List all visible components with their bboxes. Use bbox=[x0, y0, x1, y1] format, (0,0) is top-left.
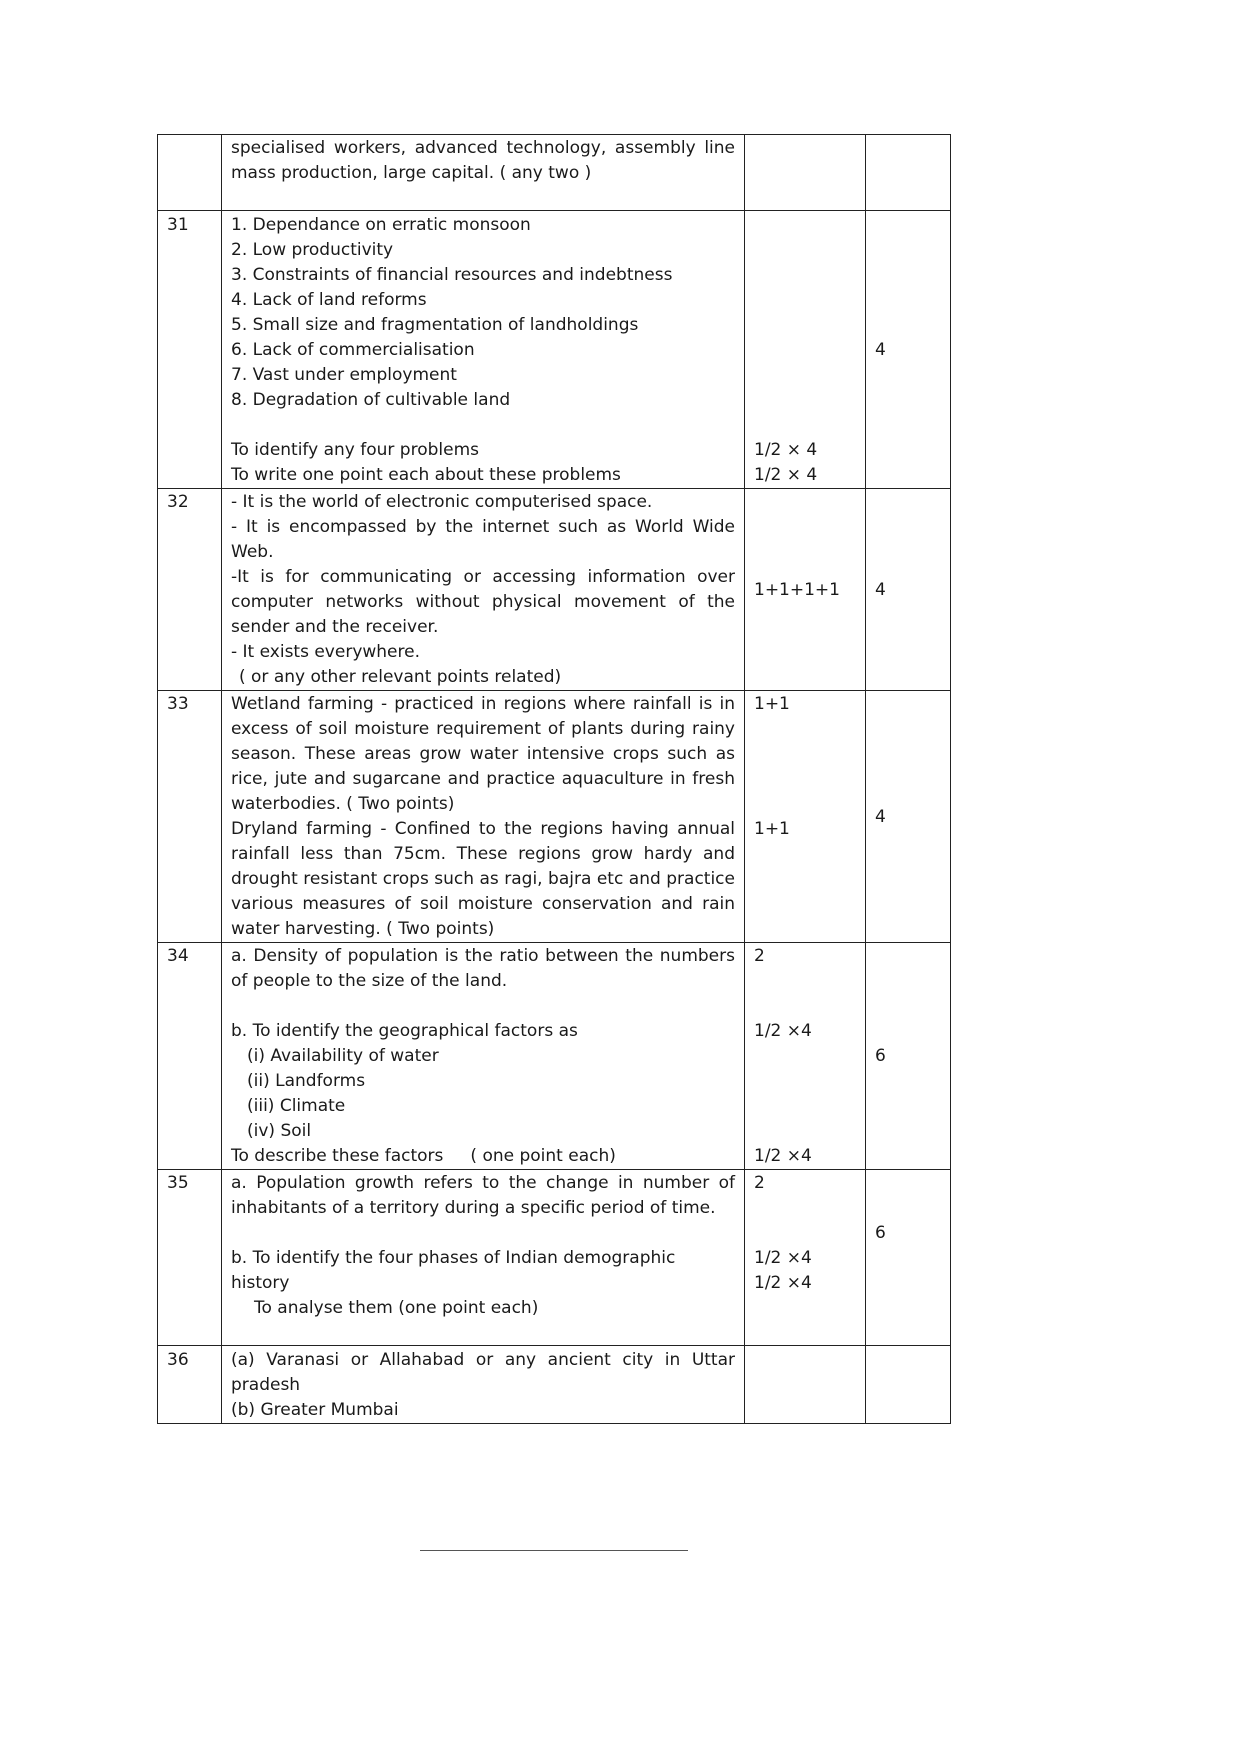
answer-line: a. Density of population is the ratio between the numbers of people to the size of the land. bbox=[231, 946, 735, 991]
answer-cell bbox=[222, 691, 745, 943]
answer-line: - It is encompassed by the internet such as World Wide Web. bbox=[231, 517, 735, 562]
answer-cell bbox=[222, 135, 745, 211]
question-number: 35 bbox=[158, 1170, 222, 1346]
marks-distribution bbox=[745, 1170, 866, 1346]
total-marks: 4 bbox=[866, 691, 951, 943]
blank-line bbox=[231, 994, 735, 1019]
answer-cell bbox=[222, 489, 745, 691]
answer-line: To write one point each about these problems bbox=[231, 465, 621, 485]
marks-value: 1+1 bbox=[754, 694, 790, 714]
total-marks: 6 bbox=[866, 943, 951, 1170]
marks-value: 1/2 ×4 bbox=[754, 1248, 812, 1268]
marks-distribution bbox=[745, 691, 866, 943]
answer-line: 2. Low productivity bbox=[231, 240, 394, 260]
question-number: 31 bbox=[158, 211, 222, 489]
marks-distribution bbox=[745, 489, 866, 691]
answer-line: b. To identify the four phases of Indian demographic history bbox=[231, 1248, 676, 1293]
marks-value: 1/2 × 4 bbox=[754, 440, 818, 460]
total-marks bbox=[866, 1346, 951, 1424]
marks-value: 1+1+1+1 bbox=[754, 579, 840, 600]
table-row bbox=[158, 1346, 951, 1424]
marks-value: 1/2 ×4 bbox=[754, 1273, 812, 1293]
table-row bbox=[158, 135, 951, 211]
question-number bbox=[158, 135, 222, 211]
question-number: 36 bbox=[158, 1346, 222, 1424]
marks-value: 1+1 bbox=[754, 819, 790, 839]
marks-value: 1/2 ×4 bbox=[754, 1021, 812, 1041]
answer-cell bbox=[222, 1170, 745, 1346]
answer-cell bbox=[222, 1346, 745, 1424]
marks-value: 1/2 × 4 bbox=[754, 465, 818, 485]
table-row bbox=[158, 943, 951, 1170]
answer-line: Wetland farming - practiced in regions where rainfall is in excess of soil moisture requirement of plants during rainy season. These areas grow water intensive crops such as rice, jute and sugarcane and practice aquaculture in fresh waterbodies. ( Two points) bbox=[231, 694, 735, 814]
footer-rule bbox=[420, 1550, 688, 1551]
answer-line: 8. Degradation of cultivable land bbox=[231, 390, 511, 410]
answer-line: (ii) Landforms bbox=[247, 1071, 366, 1091]
answer-line: 6. Lack of commercialisation bbox=[231, 340, 475, 360]
marks-value: 2 bbox=[754, 946, 765, 966]
table-row bbox=[158, 1170, 951, 1346]
answer-line: (b) Greater Mumbai bbox=[231, 1400, 399, 1420]
answer-line: To describe these factors ( one point each) bbox=[231, 1146, 616, 1166]
marks-distribution bbox=[745, 943, 866, 1170]
answer-line: ( or any other relevant points related) bbox=[239, 667, 562, 687]
answer-line: 7. Vast under employment bbox=[231, 365, 457, 385]
answer-line: To identify any four problems bbox=[231, 440, 479, 460]
marks-value: 2 bbox=[754, 1173, 765, 1193]
answer-line: 4. Lack of land reforms bbox=[231, 290, 427, 310]
answer-line: a. Population growth refers to the change in number of inhabitants of a territory during a specific period of time. bbox=[231, 1173, 735, 1218]
answer-line: (iv) Soil bbox=[247, 1121, 312, 1141]
marks-distribution bbox=[745, 135, 866, 211]
table-row bbox=[158, 691, 951, 943]
answer-line: 5. Small size and fragmentation of landholdings bbox=[231, 315, 639, 335]
answer-line: b. To identify the geographical factors as bbox=[231, 1021, 578, 1041]
answer-line: (a) Varanasi or Allahabad or any ancient city in Uttar pradesh bbox=[231, 1350, 735, 1395]
answer-cell bbox=[222, 211, 745, 489]
blank-line bbox=[231, 1221, 735, 1246]
question-number: 33 bbox=[158, 691, 222, 943]
total-marks: 6 bbox=[866, 1170, 951, 1346]
blank-line bbox=[231, 413, 735, 438]
marking-scheme-table bbox=[157, 134, 951, 1424]
answer-text: specialised workers, advanced technology, assembly line mass production, large capital. ( any two ) bbox=[231, 138, 735, 183]
table-row bbox=[158, 489, 951, 691]
answer-line: (iii) Climate bbox=[247, 1096, 346, 1116]
marks-distribution bbox=[745, 1346, 866, 1424]
answer-line: Dryland farming - Confined to the regions having annual rainfall less than 75cm. These regions grow hardy and drought resistant crops such as ragi, bajra etc and practice various measures of soil moisture conservation and rain water harvesting. ( Two points) bbox=[231, 819, 735, 939]
question-number: 34 bbox=[158, 943, 222, 1170]
marks-value: 1/2 ×4 bbox=[754, 1146, 812, 1166]
question-number: 32 bbox=[158, 489, 222, 691]
answer-cell bbox=[222, 943, 745, 1170]
total-marks bbox=[866, 135, 951, 211]
total-marks: 4 bbox=[866, 489, 951, 691]
answer-line: -It is for communicating or accessing information over computer networks without physical movement of the sender and the receiver. bbox=[231, 567, 735, 637]
answer-line: 3. Constraints of financial resources and indebtness bbox=[231, 265, 673, 285]
answer-line: 1. Dependance on erratic monsoon bbox=[231, 215, 531, 235]
answer-line: - It exists everywhere. bbox=[231, 642, 420, 662]
answer-line: To analyse them (one point each) bbox=[254, 1298, 539, 1318]
marks-distribution bbox=[745, 211, 866, 489]
table-row bbox=[158, 211, 951, 489]
answer-line: (i) Availability of water bbox=[247, 1046, 439, 1066]
answer-line: - It is the world of electronic computerised space. bbox=[231, 492, 653, 512]
total-marks: 4 bbox=[866, 211, 951, 489]
